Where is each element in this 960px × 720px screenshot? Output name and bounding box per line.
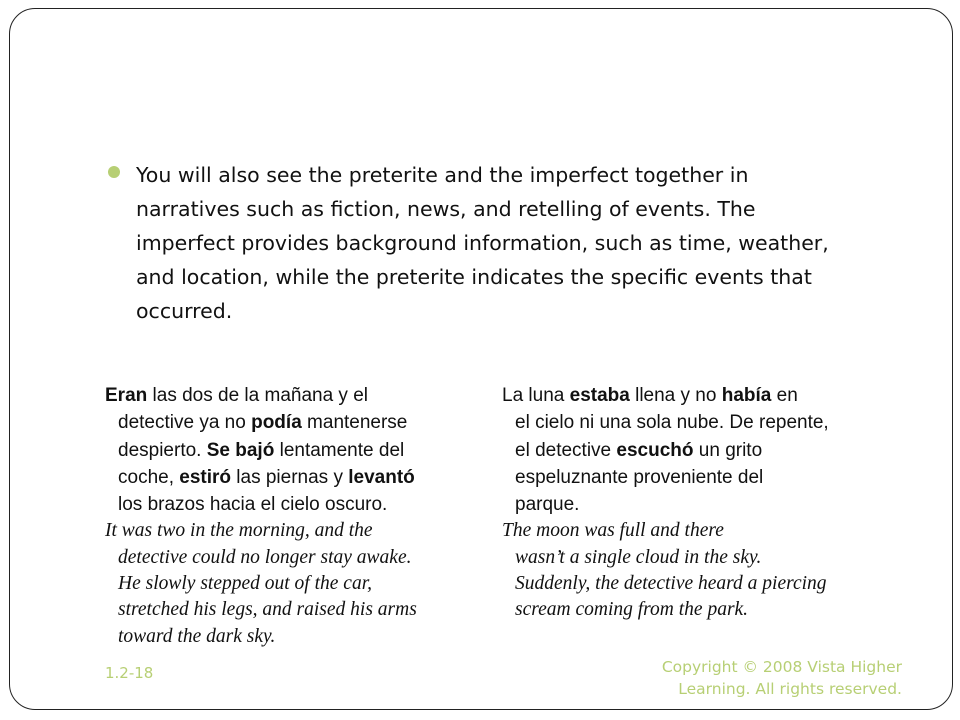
copyright-line: Learning. All rights reserved. xyxy=(678,680,902,698)
text-run: un grito xyxy=(693,439,763,461)
right-example-column xyxy=(502,382,862,624)
text-run: los brazos hacia el cielo oscuro. xyxy=(118,494,388,516)
spanish-line xyxy=(105,437,465,464)
spanish-line xyxy=(105,409,465,436)
verb-highlight: podía xyxy=(251,412,302,434)
copyright-notice xyxy=(662,656,902,700)
text-run: despierto. xyxy=(118,439,207,461)
text-run: lentamente del xyxy=(274,439,405,461)
right-english-translation xyxy=(502,518,862,623)
english-line: It was two in the morning, and the xyxy=(105,520,373,542)
english-line: toward the dark sky. xyxy=(118,625,276,647)
verb-highlight: estaba xyxy=(569,385,630,406)
english-line: scream coming from the park. xyxy=(515,599,749,621)
english-line: Suddenly, the detective heard a piercing xyxy=(515,573,827,595)
spanish-line xyxy=(502,437,862,464)
english-line: stretched his legs, and raised his arms xyxy=(118,599,417,621)
left-spanish-text xyxy=(105,382,465,518)
text-run: espeluznante proveniente del xyxy=(515,466,764,488)
text-run: las piernas y xyxy=(231,466,349,488)
text-run: La luna xyxy=(502,385,570,406)
verb-highlight: Se bajó xyxy=(206,439,275,461)
spanish-line xyxy=(105,464,465,491)
bullet-icon xyxy=(108,166,120,178)
text-run: coche, xyxy=(118,466,180,488)
spanish-line xyxy=(105,382,465,409)
text-run: mantenerse xyxy=(301,412,408,434)
bullet-line: You will also see the preterite and the imperfect together in xyxy=(136,163,749,187)
text-run: detective ya no xyxy=(118,412,252,434)
right-spanish-text xyxy=(502,382,862,518)
text-run: el cielo ni una sola nube. De repente, xyxy=(515,412,829,434)
left-example-column xyxy=(105,382,465,650)
english-line: wasn’t a single cloud in the sky. xyxy=(515,546,762,568)
text-run: parque. xyxy=(515,494,580,516)
text-run: las dos de la mañana y el xyxy=(147,385,368,406)
text-run: en xyxy=(771,385,798,406)
english-line: detective could no longer stay awake. xyxy=(118,546,412,568)
english-line: The moon was full and there xyxy=(502,520,724,542)
english-line: He slowly stepped out of the car, xyxy=(118,573,373,595)
bullet-paragraph xyxy=(136,158,926,328)
spanish-line xyxy=(105,491,465,518)
verb-highlight: levantó xyxy=(348,466,415,488)
text-run: llena y no xyxy=(629,385,722,406)
verb-highlight: estiró xyxy=(179,466,232,488)
bullet-line: occurred. xyxy=(136,299,233,323)
copyright-line: Copyright © 2008 Vista Higher xyxy=(661,658,902,676)
verb-highlight: Eran xyxy=(105,385,148,406)
text-run: el detective xyxy=(515,439,617,461)
spanish-line xyxy=(502,464,862,491)
verb-highlight: escuchó xyxy=(616,439,694,461)
spanish-line xyxy=(502,382,862,409)
left-english-translation xyxy=(105,518,465,649)
bullet-line: narratives such as fiction, news, and retelling of events. The xyxy=(136,197,756,221)
spanish-line xyxy=(502,409,862,436)
bullet-line: imperfect provides background information, such as time, weather, xyxy=(136,231,829,255)
slide-number: 1.2-18 xyxy=(105,664,154,682)
spanish-line xyxy=(502,491,862,518)
bullet-line: and location, while the preterite indicates the specific events that xyxy=(136,265,812,289)
verb-highlight: había xyxy=(721,385,772,406)
